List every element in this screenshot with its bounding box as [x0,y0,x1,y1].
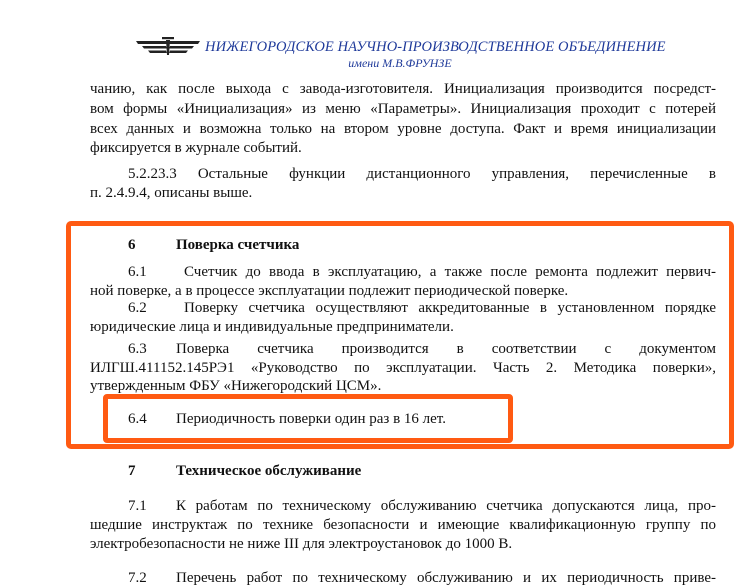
paragraph-6-3-line: утвержденным ФБУ «Нижегородский ЦСМ». [90,378,382,394]
section-7-number: 7 [128,463,136,479]
paragraph-6-2-number: 6.2 [128,300,147,316]
paragraph-7-2-line: Перечень работ по техническому обслуживанию и их периодичность приве- [176,570,716,586]
paragraph-5-2-23-3-line: п. 2.4.9.4, описаны выше. [90,185,253,201]
paragraph-5-2-23-3-line: 5.2.23.3 Остальные функции дистанционного управления, перечисленные в [128,166,716,182]
section-7-title: Техническое обслуживание [176,463,362,479]
paragraph-6-2-line: юридические лица и индивидуальные предприниматели. [90,319,454,335]
wings-emblem-icon [136,37,200,55]
highlight-box-paragraph-6-4 [103,394,513,443]
paragraph-6-4-number: 6.4 [128,411,147,427]
paragraph-7-1-line: электробезопасности не ниже III для электроустановок до 1000 В. [90,536,513,552]
paragraph-6-1-line: Счетчик до ввода в эксплуатацию, а также после ремонта подлежит первич- [184,264,716,280]
org-name: НИЖЕГОРОДСКОЕ НАУЧНО-ПРОИЗВОДСТВЕННОЕ ОБЪЕДИНЕНИЕ [205,39,666,55]
paragraph-7-1-number: 7.1 [128,498,147,514]
text-line: фиксируется в журнале событий. [90,140,302,156]
paragraph-6-3-line: Поверка счетчика производится в соответствии с документом [176,341,716,357]
text-line: всех данных и возможна только на втором уровне доступа. Факт и время инициализации [90,121,716,137]
paragraph-6-1-line: ной поверке, а в процессе эксплуатации подлежит периодической поверке. [90,283,569,299]
paragraph-7-1-line: шедшие инструктаж по технике безопасности и имеющие квалификационную группу по [90,517,716,533]
paragraph-6-3-number: 6.3 [128,341,147,357]
section-6-number: 6 [128,237,136,253]
paragraph-7-1-line: К работам по техническому обслуживанию счетчика допускаются лица, про- [176,498,716,514]
section-6-title: Поверка счетчика [176,237,300,253]
text-line: вом формы «Инициализация» из меню «Параметры». Инициализация проходит с потерей [90,101,716,117]
paragraph-6-4-text: Периодичность поверки один раз в 16 лет. [176,411,446,427]
paragraph-6-3-line: ИЛГШ.411152.145РЭ1 «Руководство по эксплуатации. Часть 2. Методика поверки», [90,360,716,376]
paragraph-6-1-number: 6.1 [128,264,147,280]
page-header [0,37,756,73]
paragraph-6-2-line: Поверку счетчика осуществляют аккредитованные в установленном порядке [184,300,716,316]
org-subtitle: имени М.В.ФРУНЗЕ [348,56,452,70]
paragraph-7-2-number: 7.2 [128,570,147,586]
text-line: чанию, как после выхода с завода-изготовителя. Инициализация производится посредст- [90,81,716,97]
